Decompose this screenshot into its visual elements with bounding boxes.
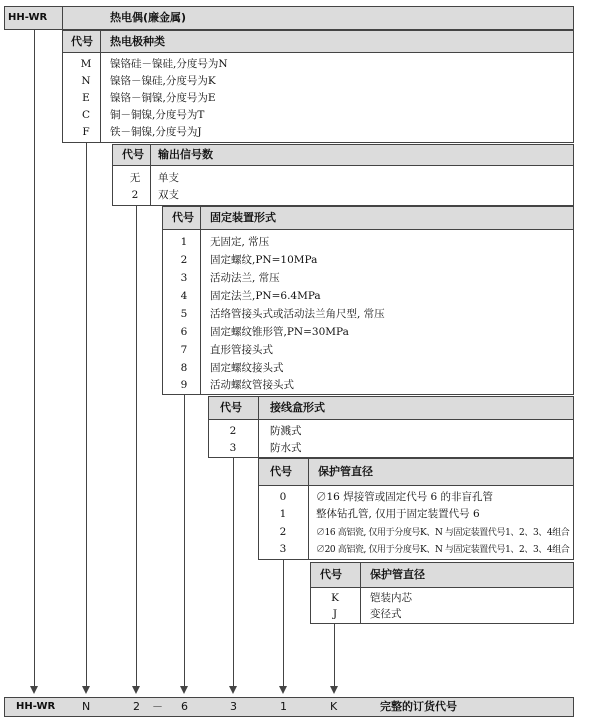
- section-3-row-code: 9: [180, 379, 188, 391]
- section-4-body: [208, 420, 574, 458]
- section-3-row-code: 3: [180, 272, 188, 284]
- section-3-row-code: 6: [180, 326, 188, 338]
- section-1-code-label: 代号: [71, 35, 93, 48]
- section-4-row-code: 2: [229, 425, 237, 437]
- section-1-row-code: M: [80, 58, 92, 70]
- section-3-row-code: 2: [180, 254, 188, 266]
- section-4-header: [208, 396, 574, 420]
- section-6-row-code: J: [332, 608, 338, 620]
- section-5-row-desc: ∅16 高铝瓷, 仅用于分度号K、N 与固定装置代号1、2、3、4组合: [316, 528, 570, 538]
- section-3-row-code: 5: [180, 308, 188, 320]
- section-5-title: 保护管直径: [318, 465, 373, 478]
- section-5-row-code: 3: [279, 543, 287, 555]
- order-code-tube-type: K: [330, 700, 338, 713]
- section-2-title: 输出信号数: [158, 148, 213, 161]
- section-2-body: [112, 166, 574, 206]
- section-1-row-desc: 镍铬－铜镍,分度号为E: [110, 92, 216, 104]
- order-code-label: 完整的订货代号: [380, 700, 457, 713]
- section-5-row-code: 0: [279, 491, 287, 503]
- section-2-row-code: 2: [131, 189, 139, 201]
- section-6-title: 保护管直径: [370, 568, 425, 581]
- section-1-row-desc: 铁－铜镍,分度号为J: [110, 126, 202, 138]
- section-1-row-desc: 镍铬－镍硅,分度号为K: [110, 75, 216, 87]
- section-3-row-desc: 直形管接头式: [210, 344, 273, 356]
- section-5-header: [258, 458, 574, 486]
- order-code-model: HH-WR: [16, 701, 56, 712]
- section-2-row-desc: 双支: [158, 189, 179, 201]
- section-1-row-code: N: [81, 75, 91, 87]
- section-6-row-desc: 变径式: [370, 608, 402, 620]
- order-code-signal: 2: [133, 700, 140, 713]
- section-5-code-label: 代号: [270, 465, 292, 478]
- order-code-dash: －: [152, 700, 163, 713]
- order-code-junction-box: 3: [230, 700, 237, 713]
- section-3-row-desc: 固定螺纹,PN=10MPa: [210, 254, 318, 266]
- section-3-code-label: 代号: [172, 211, 194, 224]
- section-5-row-desc: 整体钻孔管, 仅用于固定装置代号 6: [316, 508, 480, 520]
- section-1-row-desc: 铜－铜镍,分度号为T: [110, 109, 205, 121]
- section-4-row-desc: 防水式: [270, 442, 302, 454]
- section-1-row-desc: 镍铬硅－镍硅,分度号为N: [110, 58, 228, 70]
- section-3-row-code: 8: [180, 362, 188, 374]
- section-6-code-label: 代号: [320, 568, 342, 581]
- section-4-title: 接线盒形式: [270, 401, 325, 414]
- section-3-row-code: 1: [180, 236, 188, 248]
- section-6-header: [310, 562, 574, 588]
- section-5-row-code: 2: [279, 526, 287, 538]
- section-1-row-code: C: [81, 109, 91, 121]
- section-3-row-desc: 活动法兰, 常压: [210, 272, 280, 284]
- section-5-row-desc: ∅16 焊接管或固定代号 6 的非盲孔管: [316, 491, 494, 503]
- section-4-row-code: 3: [229, 442, 237, 454]
- order-code-fixing: 6: [181, 700, 188, 713]
- section-3-row-desc: 固定螺纹接头式: [210, 362, 284, 374]
- section-3-row-desc: 固定法兰,PN=6.4MPa: [210, 290, 321, 302]
- section-3-title: 固定装置形式: [210, 211, 276, 224]
- section-1-row-code: E: [82, 92, 90, 104]
- section-2-code-label: 代号: [122, 148, 144, 161]
- main-title: 热电偶(廉金属): [110, 11, 187, 24]
- section-3-row-desc: 固定螺纹锥形管,PN=30MPa: [210, 326, 349, 338]
- section-4-row-desc: 防溅式: [270, 425, 302, 437]
- order-code-thermocouple: N: [82, 700, 91, 713]
- section-3-row-code: 7: [180, 344, 188, 356]
- section-3-row-desc: 活络管接头式或活动法兰角尺型, 常压: [210, 308, 385, 320]
- section-3-row-desc: 活动螺纹管接头式: [210, 379, 294, 391]
- section-3-row-code: 4: [180, 290, 188, 302]
- section-6-row-desc: 铠装内芯: [370, 592, 412, 604]
- section-1-title: 热电极种类: [110, 35, 165, 48]
- section-3-row-desc: 无固定, 常压: [210, 236, 270, 248]
- section-5-row-desc: ∅20 高铝瓷, 仅用于分度号K、N 与固定装置代号1、2、3、4组合: [316, 545, 570, 555]
- section-2-row-code: 无: [129, 172, 141, 184]
- main-header: [4, 6, 574, 30]
- section-5-row-code: 1: [279, 508, 287, 520]
- model-code: HH-WR: [8, 12, 48, 23]
- section-1-row-code: F: [82, 126, 90, 138]
- section-2-row-desc: 单支: [158, 172, 179, 184]
- section-4-code-label: 代号: [220, 401, 242, 414]
- section-6-row-code: K: [331, 592, 339, 604]
- order-code-tube-diameter: 1: [280, 700, 287, 713]
